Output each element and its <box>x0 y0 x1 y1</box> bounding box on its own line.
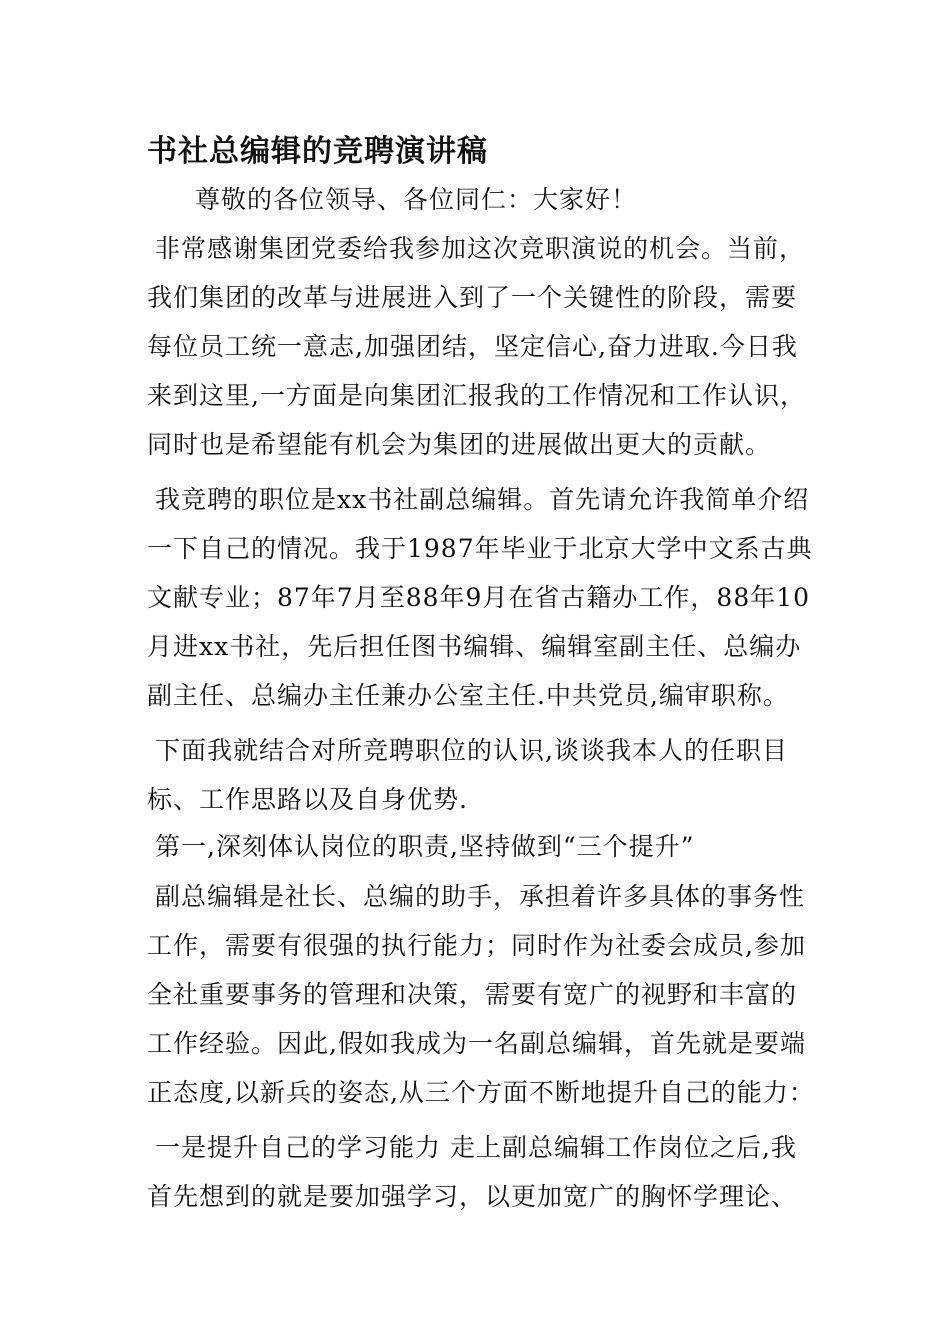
text-line: 工作经验。因此,假如我成为一名副总编辑，首先就是要端 <box>147 1029 806 1058</box>
text-line: 标、工作思路以及自身优势. <box>147 785 468 814</box>
text-line: 下面我就结合对所竞聘职位的认识,谈谈我本人的任职目 <box>155 736 788 765</box>
text-line: 月进xx书社，先后担任图书编辑、编辑室副主任、总编办 <box>147 632 802 661</box>
text-line: 文献专业；87年7月至88年9月在省古籍办工作，88年10 <box>147 583 811 612</box>
text-line: 一下自己的情况。我于1987年毕业于北京大学中文系古典 <box>147 534 813 563</box>
text-line: 来到这里,一方面是向集团汇报我的工作情况和工作认识， <box>147 381 806 410</box>
text-line: 一是提升自己的学习能力 走上副总编辑工作岗位之后,我 <box>155 1133 797 1162</box>
text-line: 每位员工统一意志,加强团结，坚定信心,奋力进取.今日我 <box>147 332 798 361</box>
text-line: 非常感谢集团党委给我参加这次竞职演说的机会。当前， <box>155 234 806 263</box>
text-line: 正态度,以新兵的姿态,从三个方面不断地提升自己的能力： <box>147 1078 815 1107</box>
text-line: 尊敬的各位领导、各位同仁：大家好！ <box>195 185 638 214</box>
text-line: 我竞聘的职位是xx书社副总编辑。首先请允许我简单介绍 <box>155 485 810 514</box>
text-line: 同时也是希望能有机会为集团的进展做出更大的贡献。 <box>147 430 772 459</box>
text-line: 工作，需要有很强的执行能力；同时作为社委会成员,参加 <box>147 931 806 960</box>
text-line: 全社重要事务的管理和决策，需要有宽广的视野和丰富的 <box>147 980 798 1009</box>
text-line: 我们集团的改革与进展进入到了一个关键性的阶段，需要 <box>147 283 798 312</box>
text-line: 副主任、总编办主任兼办公室主任.中共党员,编审职称。 <box>147 681 789 710</box>
text-line: 副总编辑是社长、总编的助手，承担着许多具体的事务性 <box>155 882 806 911</box>
text-line: 首先想到的就是要加强学习，以更加宽广的胸怀学理论、 <box>147 1182 798 1211</box>
text-line: 第一,深刻体认岗位的职责,坚持做到“三个提升” <box>155 832 695 861</box>
document-title: 书社总编辑的竞聘演讲稿 <box>147 134 488 169</box>
